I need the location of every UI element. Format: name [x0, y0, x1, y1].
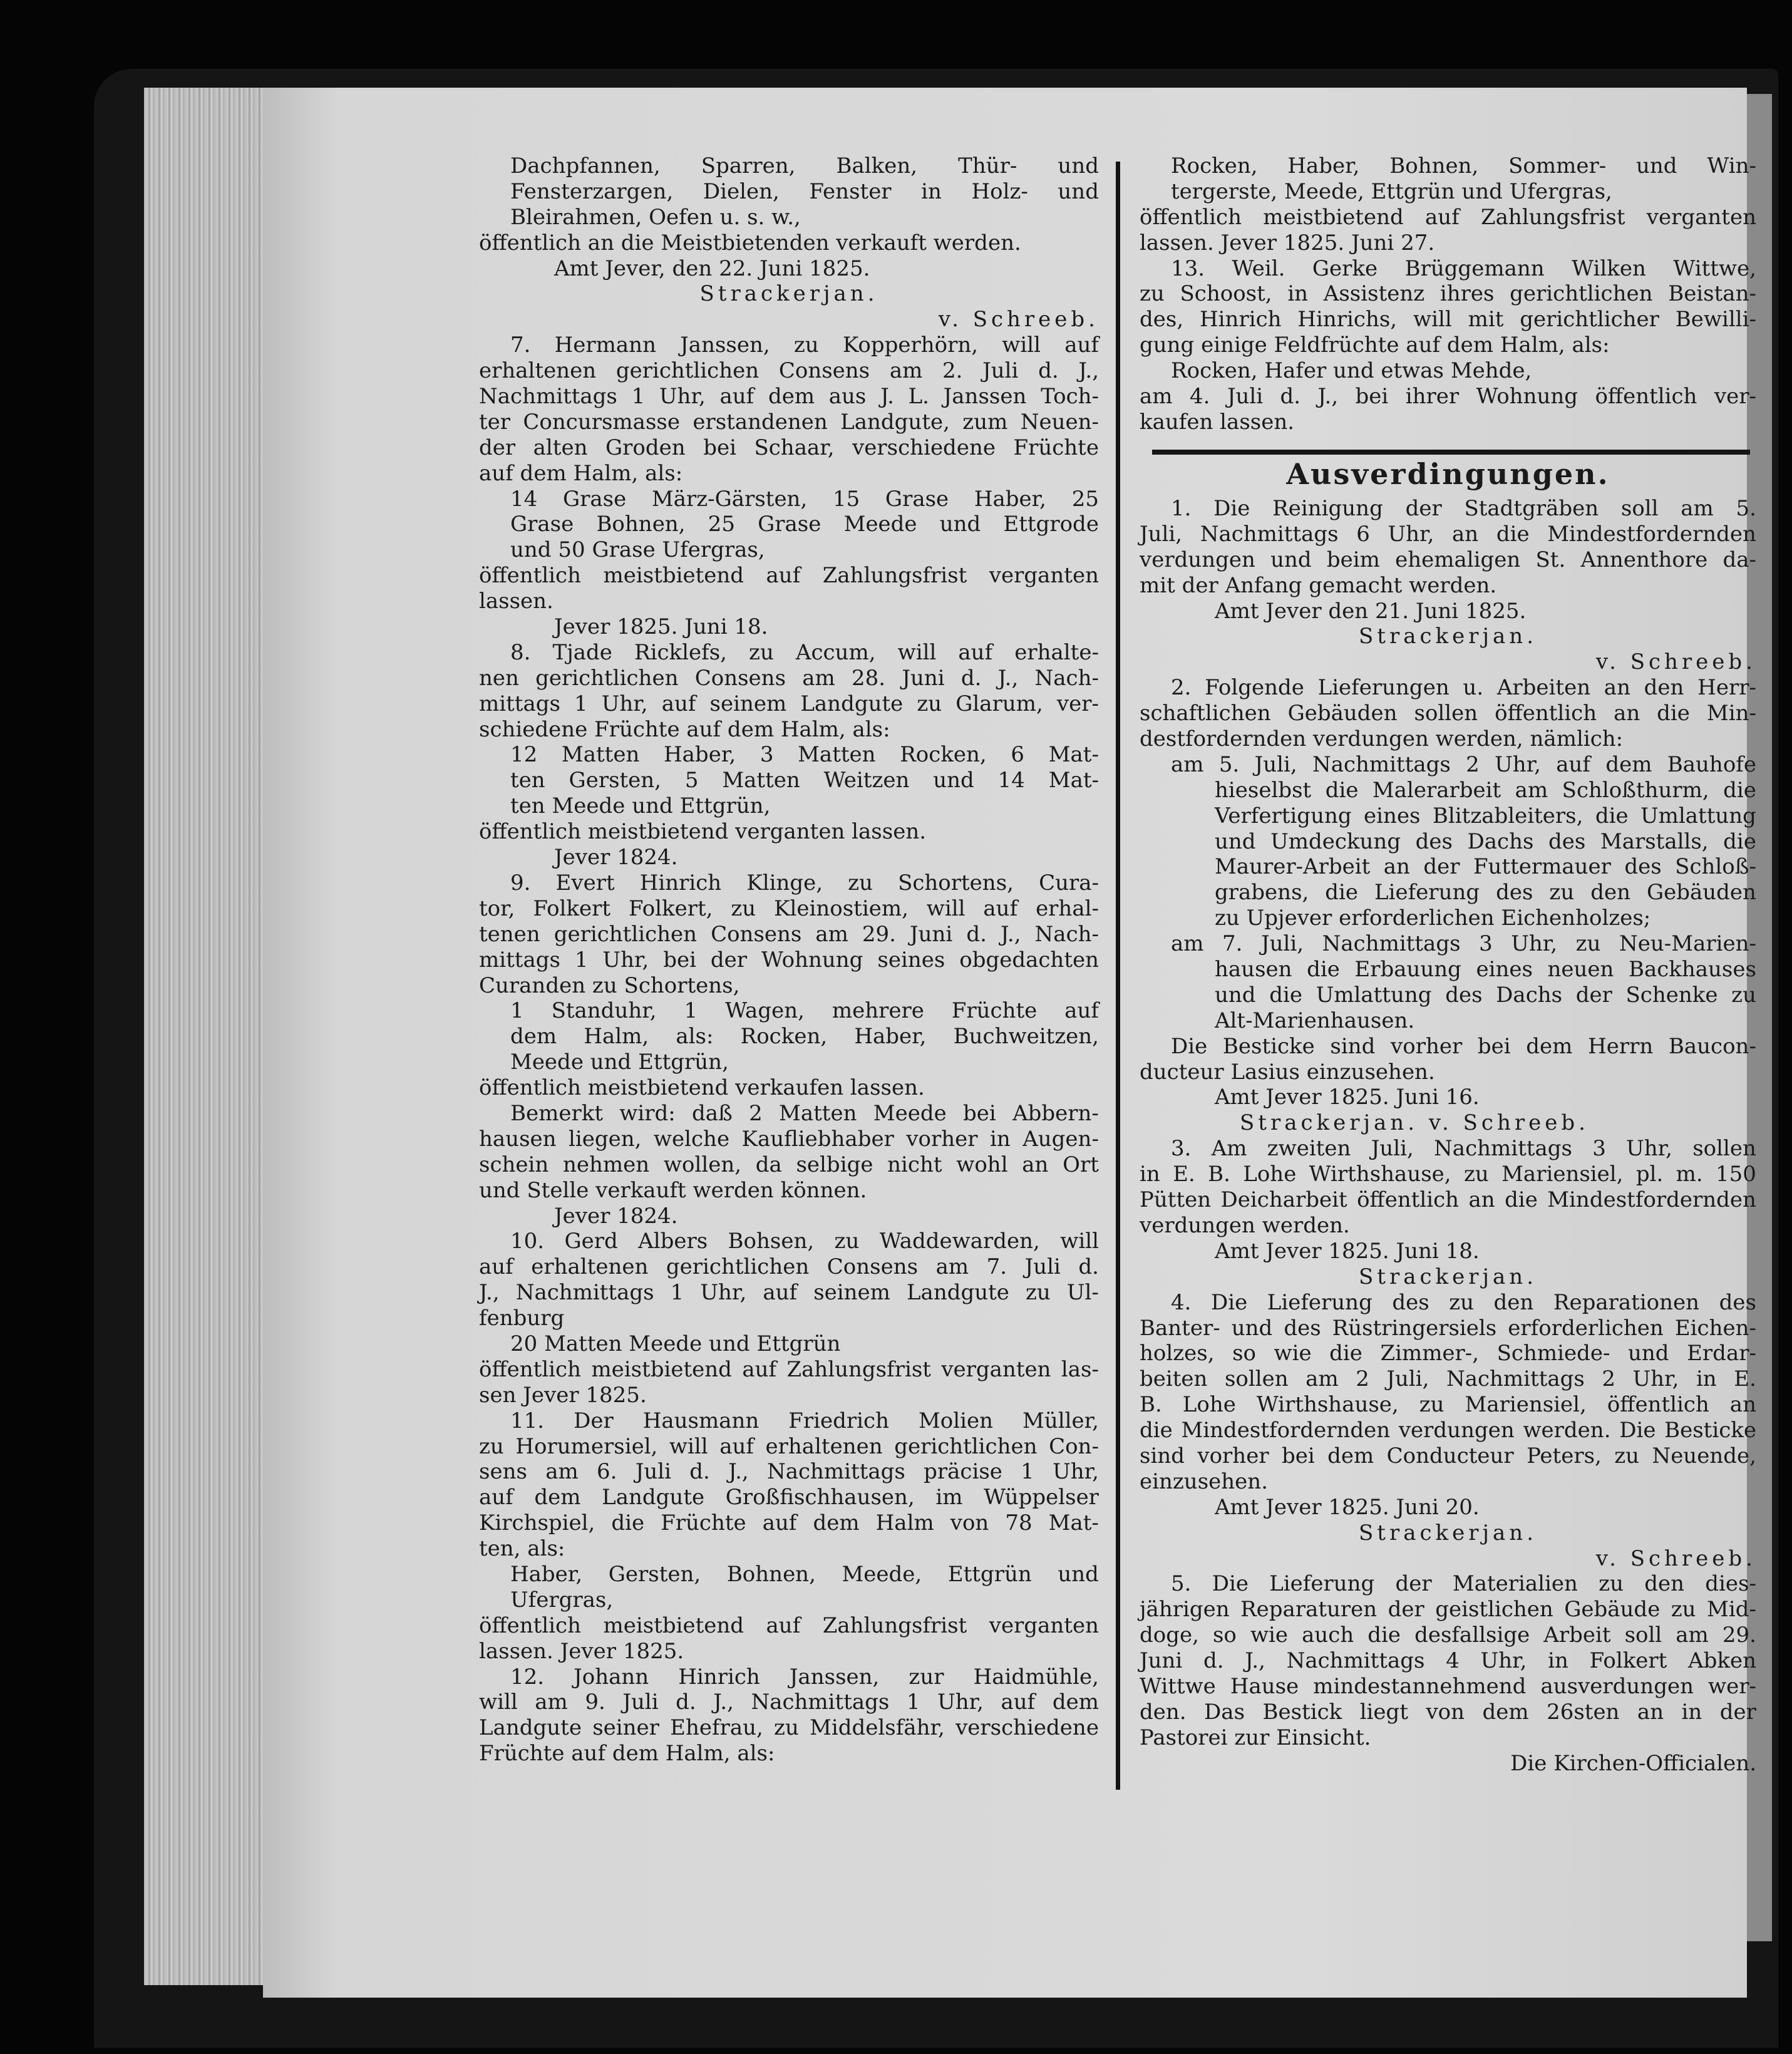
text-line: Amt Jever 1825. Juni 20.: [1215, 1494, 1480, 1520]
text-line: Grase Bohnen, 25 Grase Meede und Ettgrode: [510, 512, 1099, 537]
text-line: hieselbst die Malerarbeit am Schloßthurm, die: [1215, 777, 1756, 803]
text-line: Die Kirchen-Officialen.: [1510, 1750, 1756, 1776]
text-line: ter Concursmasse erstandenen Landgute, zum Neuen-: [479, 409, 1099, 435]
text-line: verdungen werden.: [1140, 1212, 1350, 1238]
text-line: am 7. Juli, Nachmittags 3 Uhr, zu Neu-Marien-: [1171, 931, 1756, 957]
left-column: [479, 153, 1099, 1767]
text-line: 3. Am zweiten Juli, Nachmittags 3 Uhr, sollen: [1171, 1136, 1756, 1162]
text-line: den. Das Bestick liegt von dem 26sten an in der: [1140, 1699, 1756, 1725]
text-line: Strackerjan.: [1358, 1520, 1537, 1546]
text-line: öffentlich an die Meistbietenden verkauft werden.: [479, 230, 1021, 255]
text-line: Wittwe Hause mindestannehmend ausverdungen wer-: [1140, 1673, 1756, 1699]
text-line: Juli, Nachmittags 6 Uhr, an die Mindestfordernden: [1140, 521, 1756, 547]
text-line: Strackerjan.: [1358, 624, 1537, 649]
text-line: Jever 1824.: [554, 845, 678, 870]
text-line: der alten Groden bei Schaar, verschiedene Früchte: [479, 435, 1099, 460]
text-line: J., Nachmittags 1 Uhr, auf seinem Landgute zu Ul-: [479, 1280, 1099, 1306]
text-line: v. Schreeb.: [1595, 1546, 1756, 1571]
text-line: 8. Tjade Ricklefs, zu Accum, will auf erhalte-: [510, 639, 1099, 665]
text-line: Nachmittags 1 Uhr, auf dem aus J. L. Janssen Toch-: [479, 384, 1099, 410]
text-line: auf erhaltenen gerichtlichen Consens am 7. Juli d.: [479, 1254, 1099, 1280]
text-line: Amt Jever den 21. Juni 1825.: [1215, 598, 1527, 624]
text-line: B. Lohe Wirthshause, zu Mariensiel, öffentlich an: [1140, 1392, 1756, 1418]
text-line: Bleirahmen, Oefen u. s. w.,: [510, 204, 801, 230]
text-line: Amt Jever 1825. Juni 16.: [1215, 1085, 1480, 1110]
text-line: jährigen Reparaturen der geistlichen Gebäude zu Mid-: [1140, 1597, 1756, 1623]
text-line: 1 Standuhr, 1 Wagen, mehrere Früchte auf: [510, 998, 1099, 1024]
text-line: und Umdeckung des Dachs des Marstalls, die: [1215, 828, 1756, 854]
text-line: Pütten Deicharbeit öffentlich an die Mindestfordernden: [1140, 1187, 1756, 1213]
text-line: Die Besticke sind vorher bei dem Herrn Baucon-: [1171, 1033, 1756, 1059]
text-line: Amt Jever, den 22. Juni 1825.: [554, 255, 870, 281]
text-line: hausen die Erbauung eines neuen Backhauses: [1215, 957, 1756, 983]
right-column-bottom: [1140, 496, 1756, 1777]
text-line: 4. Die Lieferung des zu den Reparationen des: [1171, 1289, 1756, 1315]
text-line: 9. Evert Hinrich Klinge, zu Schortens, Cura-: [510, 870, 1099, 895]
text-line: doge, so wie auch die desfallsige Arbeit soll am 29.: [1140, 1623, 1756, 1648]
text-line: 2. Folgende Lieferungen u. Arbeiten an den Herr-: [1171, 675, 1756, 701]
text-line: und Stelle verkauft werden können.: [479, 1177, 867, 1203]
text-line: Amt Jever 1825. Juni 18.: [1215, 1238, 1480, 1264]
text-line: verdungen und beim ehemaligen St. Annenthore da-: [1140, 547, 1756, 572]
text-line: Ufergras,: [510, 1587, 614, 1613]
text-line: 12. Johann Hinrich Janssen, zur Haidmühle,: [510, 1664, 1099, 1690]
text-line: lassen. Jever 1825.: [479, 1638, 684, 1664]
text-line: 13. Weil. Gerke Brüggemann Wilken Wittwe,: [1171, 255, 1756, 281]
text-line: sind vorher bei dem Conducteur Peters, zu Neuende,: [1140, 1443, 1756, 1468]
text-line: 7. Hermann Janssen, zu Kopperhörn, will auf: [510, 333, 1099, 358]
text-line: und die Umlattung des Dachs der Schenke zu: [1215, 982, 1756, 1008]
text-line: Kirchspiel, die Früchte auf dem Halm von 78 Mat-: [479, 1510, 1099, 1536]
text-line: 12 Matten Haber, 3 Matten Rocken, 6 Mat-: [510, 742, 1099, 768]
text-line: öffentlich meistbietend auf Zahlungsfrist verganten las-: [479, 1356, 1099, 1382]
text-line: auf dem Landgute Großfischhausen, im Wüppelser: [479, 1485, 1099, 1510]
text-line: 10. Gerd Albers Bohsen, zu Waddewarden, will: [510, 1229, 1099, 1254]
right-column-top: [1140, 153, 1756, 435]
text-line: Bemerkt wird: daß 2 Matten Meede bei Abbern-: [510, 1100, 1099, 1126]
text-line: Strackerjan.: [699, 281, 878, 307]
text-line: öffentlich meistbietend auf Zahlungsfrist verganten: [479, 563, 1099, 589]
text-line: Fensterzargen, Dielen, Fenster in Holz- und: [510, 178, 1099, 204]
text-line: öffentlich meistbietend auf Zahlungsfrist verganten: [1140, 204, 1756, 230]
section-title: Ausverdingungen.: [1286, 457, 1610, 491]
text-line: 14 Grase März-Gärsten, 15 Grase Haber, 25: [510, 486, 1099, 512]
text-line: Banter- und des Rüstringersiels erforderlichen Eichen-: [1140, 1315, 1756, 1341]
text-line: am 4. Juli d. J., bei ihrer Wohnung öffentlich ver-: [1140, 384, 1756, 410]
text-line: 11. Der Hausmann Friedrich Molien Müller,: [510, 1408, 1099, 1433]
text-line: Meede und Ettgrün,: [510, 1050, 729, 1075]
text-line: dem Halm, als: Rocken, Haber, Buchweitzen,: [510, 1024, 1099, 1050]
text-line: holzes, so wie die Zimmer-, Schmiede- und Erdar-: [1140, 1341, 1756, 1366]
text-line: einzusehen.: [1140, 1468, 1268, 1494]
text-line: mit der Anfang gemacht werden.: [1140, 572, 1497, 598]
text-line: zu Schoost, in Assistenz ihres gerichtlichen Beistan-: [1140, 281, 1756, 307]
text-line: mittags 1 Uhr, auf seinem Landgute zu Glarum, ver-: [479, 691, 1099, 716]
text-line: sens am 6. Juli d. J., Nachmittags präcise 1 Uhr,: [479, 1459, 1099, 1485]
text-line: lassen. Jever 1825. Juni 27.: [1140, 230, 1435, 255]
text-line: öffentlich meistbietend verganten lassen.: [479, 819, 927, 845]
text-line: schein nehmen wollen, da selbige nicht wohl an Ort: [479, 1152, 1099, 1177]
text-line: v. Schreeb.: [938, 307, 1099, 333]
text-line: fenburg: [479, 1306, 565, 1331]
text-line: Rocken, Hafer und etwas Mehde,: [1171, 358, 1532, 384]
text-line: in E. B. Lohe Wirthshause, zu Mariensiel, pl. m. 150: [1140, 1162, 1756, 1187]
text-line: kaufen lassen.: [1140, 409, 1295, 435]
text-line: Jever 1825. Juni 18.: [554, 614, 768, 640]
text-line: schiedene Früchte auf dem Halm, als:: [479, 716, 890, 742]
text-line: lassen.: [479, 589, 554, 614]
text-line: öffentlich meistbietend verkaufen lassen.: [479, 1075, 925, 1101]
text-line: destfordernden verdungen werden, nämlich:: [1140, 726, 1624, 752]
text-line: erhaltenen gerichtlichen Consens am 2. Juli d. J.,: [479, 358, 1099, 384]
text-line: beiten sollen am 2 Juli, Nachmittags 2 Uhr, in E.: [1140, 1366, 1756, 1392]
text-line: Landgute seiner Ehefrau, zu Middelsfähr, verschiedene: [479, 1715, 1099, 1741]
text-line: Verfertigung eines Blitzableiters, die Umlattung: [1215, 803, 1756, 828]
text-line: ten Meede und Ettgrün,: [510, 793, 771, 819]
text-line: 20 Matten Meede und Ettgrün: [510, 1331, 841, 1356]
section-rule: [1152, 450, 1750, 455]
text-line: zu Upjever erforderlichen Eichenholzes;: [1215, 906, 1651, 931]
text-line: gung einige Feldfrüchte auf dem Halm, als:: [1140, 333, 1610, 358]
text-line: auf dem Halm, als:: [479, 460, 683, 486]
text-line: sen Jever 1825.: [479, 1382, 647, 1408]
text-line: ten, als:: [479, 1536, 565, 1562]
text-line: Jever 1824.: [554, 1203, 678, 1229]
text-line: Strackerjan. v. Schreeb.: [1240, 1110, 1589, 1136]
text-line: und 50 Grase Ufergras,: [510, 537, 765, 563]
text-line: öffentlich meistbietend auf Zahlungsfrist verganten: [479, 1613, 1099, 1638]
text-line: die Mindestfordernden verdungen werden. Die Besticke: [1140, 1418, 1756, 1443]
text-line: mittags 1 Uhr, bei der Wohnung seines obgedachten: [479, 947, 1099, 973]
text-line: tenen gerichtlichen Consens am 29. Juni d. J., Nach-: [479, 921, 1099, 947]
text-line: Pastorei zur Einsicht.: [1140, 1725, 1371, 1750]
text-line: Früchte auf dem Halm, als:: [479, 1741, 775, 1767]
text-line: hausen liegen, welche Kaufliebhaber vorher in Augen-: [479, 1126, 1099, 1152]
column-divider: [1116, 162, 1120, 1790]
text-line: tor, Folkert Folkert, zu Kleinostiem, will auf erhal-: [479, 895, 1099, 921]
text-line: Curanden zu Schortens,: [479, 973, 740, 998]
text-line: Alt-Marienhausen.: [1215, 1008, 1415, 1033]
text-line: des, Hinrich Hinrichs, will mit gerichtlicher Bewilli-: [1140, 307, 1756, 333]
text-line: Strackerjan.: [1358, 1264, 1537, 1289]
text-line: Dachpfannen, Sparren, Balken, Thür- und: [510, 153, 1099, 178]
text-line: Maurer-Arbeit an der Futtermauer des Schloß-: [1215, 854, 1756, 880]
text-line: 5. Die Lieferung der Materialien zu den dies-: [1171, 1571, 1756, 1597]
text-line: schaftlichen Gebäuden sollen öffentlich an die Min-: [1140, 701, 1756, 726]
text-line: ducteur Lasius einzusehen.: [1140, 1059, 1435, 1085]
text-line: am 5. Juli, Nachmittags 2 Uhr, auf dem Bauhofe: [1171, 751, 1756, 777]
text-line: Rocken, Haber, Bohnen, Sommer- und Win-: [1171, 153, 1756, 178]
text-line: v. Schreeb.: [1595, 649, 1756, 675]
text-line: Haber, Gersten, Bohnen, Meede, Ettgrün und: [510, 1561, 1099, 1587]
text-line: zu Horumersiel, will auf erhaltenen gerichtlichen Con-: [479, 1433, 1099, 1459]
text-line: tergerste, Meede, Ettgrün und Ufergras,: [1171, 178, 1612, 204]
text-line: will am 9. Juli d. J., Nachmittags 1 Uhr, auf dem: [479, 1690, 1099, 1715]
text-line: nen gerichtlichen Consens am 28. Juni d. J., Nach-: [479, 665, 1099, 691]
text-line: 1. Die Reinigung der Stadtgräben soll am 5.: [1171, 496, 1756, 521]
text-line: grabens, die Lieferung des zu den Gebäuden: [1215, 880, 1756, 906]
text-line: ten Gersten, 5 Matten Weitzen und 14 Mat-: [510, 768, 1099, 793]
text-line: Juni d. J., Nachmittags 4 Uhr, in Folkert Abken: [1140, 1648, 1756, 1674]
